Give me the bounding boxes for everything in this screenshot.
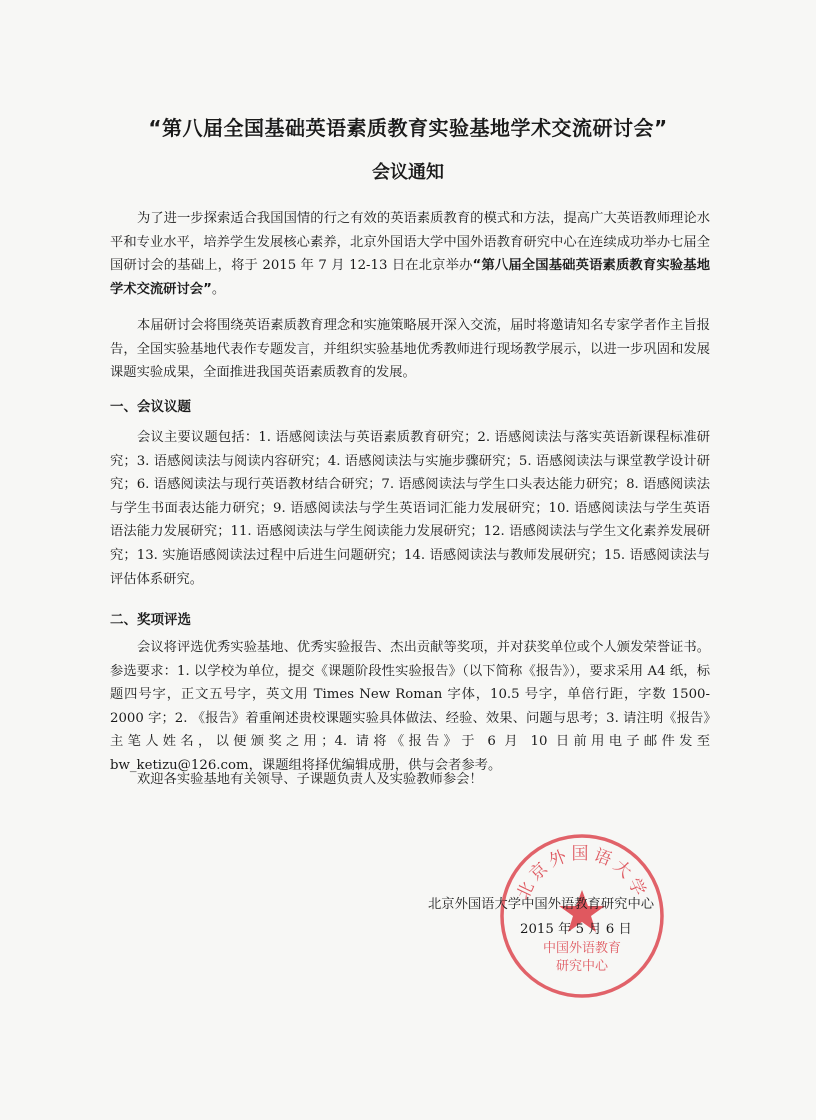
signature-organization: 北京外国语大学中国外语教育研究中心 [428, 897, 655, 912]
purpose-paragraph: 本届研讨会将围绕英语素质教育理念和实施策略展开深入交流，届时将邀请知名专家学者作主旨报告，全国实验基地代表作专题发言，并组织实验基地优秀教师进行现场教学展示，以进一步巩固和发展课题实验成果，全面推进我国英语素质教育的发展。 [110, 318, 710, 381]
intro-paragraph [110, 207, 710, 301]
awards-paragraph: 会议将评选优秀实验基地、优秀实验报告、杰出贡献等奖项，并对获奖单位或个人颁发荣誉证书。参选要求：1. 以学校为单位，提交《课题阶段性实验报告》（以下简称《报告》），要求采用 A4 纸，标题四号字，正文五号字，英文用 Times New Roman 字体，10.5 号字，单倍行距，字数 1500-2000 字；2. 《报告》着重阐述贵校课题实验具体做法、经验、效果、问题与思考；3. 请注明《报告》主笔人姓名，以便颁奖之用；4. 请将《报告》于 6 月 10 日前用电子邮件发至 bw_ketizu@126.com，课题组将择优编辑成册，供与会者参考。 [110, 640, 710, 773]
conference-name-bold: “第八届全国基础英语素质教育实验基地学术交流研讨会” [110, 258, 710, 297]
section-heading-awards: 二、奖项评选 [110, 612, 191, 628]
topics-paragraph: 会议主要议题包括：1. 语感阅读法与英语素质教育研究；2. 语感阅读法与落实英语新课程标准研究；3. 语感阅读法与阅读内容研究；4. 语感阅读法与实施步骤研究；5. 语感阅读法与课堂教学设计研究；6. 语感阅读法与现行英语教材结合研究；7. 语感阅读法与学生口头表达能力研究；8. 语感阅读法与学生书面表达能力研究；9. 语感阅读法与学生英语词汇能力发展研究；10. 语感阅读法与学生英语语法能力发展研究；11. 语感阅读法与学生阅读能力发展研究；12. 语感阅读法与学生文化素养发展研究；13. 实施语感阅读法过程中后进生问题研究；14. 语感阅读法与教师发展研究；15. 语感阅读法与评估体系研究。 [110, 430, 710, 587]
intro-text: 为了进一步探索适合我国国情的行之有效的英语素质教育的模式和方法，提高广大英语教师理论水平和专业水平，培养学生发展核心素养，北京外国语大学中国外语教育研究中心在连续成功举办七届全国研讨会的基础上，将于 2015 年 7 月 12-13 日在北京举办 [110, 211, 710, 274]
intro-end: 。 [211, 281, 226, 297]
seal-icon [498, 832, 666, 1000]
seal-inner-line2: 研究中心 [555, 959, 609, 974]
signature-date: 2015 年 5 月 6 日 [520, 922, 632, 937]
official-seal [498, 832, 666, 1000]
section-heading-topics: 一、会议议题 [110, 399, 191, 415]
seal-outer-text: 北京外国语大学 [513, 844, 651, 903]
seal-inner-line1: 中国外语教育 [542, 941, 622, 956]
notice-title: “第八届全国基础英语素质教育实验基地学术交流研讨会” [148, 116, 668, 140]
closing-paragraph: 欢迎各实验基地有关领导、子课题负责人及实验教师参会！ [137, 772, 483, 787]
notice-subtitle: 会议通知 [372, 162, 444, 183]
